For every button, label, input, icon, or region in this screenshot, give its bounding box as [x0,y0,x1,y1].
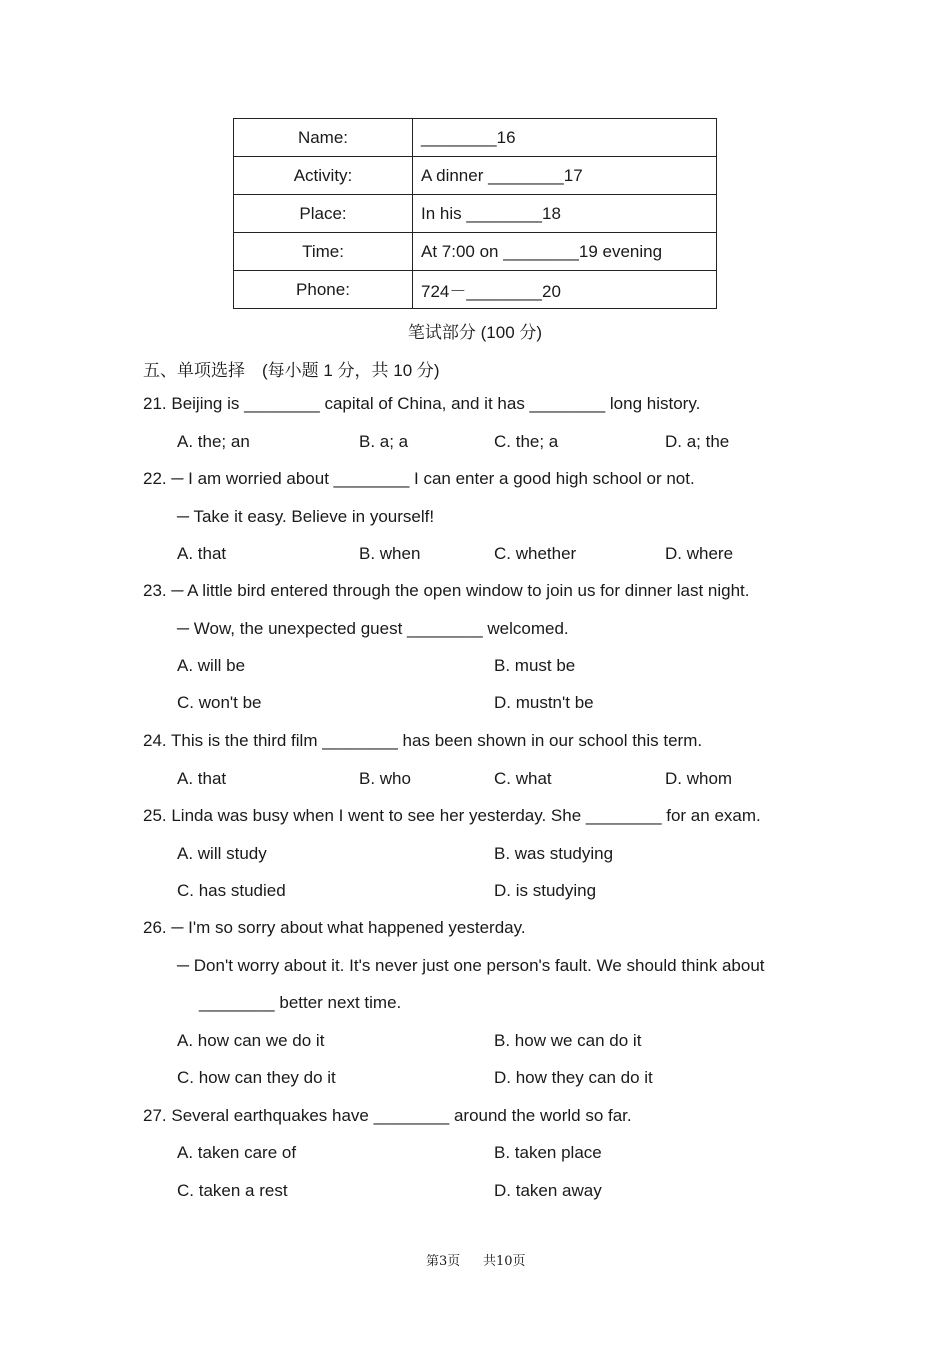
question-reply-continued: ________ better next time. [199,993,402,1012]
option-b: B. was studying [494,844,614,863]
option-c: C. taken a rest [177,1181,288,1200]
question-stem: 23. ─ A little bird entered through the open window to join us for dinner last night. [143,581,750,600]
option-c: C. has studied [177,881,286,900]
table-key: Activity: [234,157,413,195]
option-a: A. taken care of [177,1143,297,1162]
option-c: C. whether [494,544,577,563]
table-row [234,271,717,309]
option-b: B. taken place [494,1143,602,1162]
option-a: A. the; an [177,432,250,451]
option-b: B. when [359,544,421,563]
table-key: Time: [234,233,413,271]
table-key: Phone: [234,271,413,309]
page-total: 共10页 [483,1254,526,1269]
question-stem: 26. ─ I'm so sorry about what happened yesterday. [143,918,526,937]
table-row [234,119,717,157]
option-b: B. how we can do it [494,1031,642,1050]
page-number: 第3页 [426,1254,461,1269]
option-a: A. that [177,544,227,563]
table-value: 724－________20 [413,271,717,309]
table-key: Name: [234,119,413,157]
option-d: D. how they can do it [494,1068,653,1087]
table-value: In his ________18 [413,195,717,233]
option-a: A. how can we do it [177,1031,325,1050]
option-d: D. mustn't be [494,693,594,712]
question-stem: 22. ─ I am worried about ________ I can enter a good high school or not. [143,469,695,488]
question-reply: ─ Don't worry about it. It's never just one person's fault. We should think about [177,956,765,975]
info-table [233,118,717,309]
option-c: C. won't be [177,693,262,712]
table-row [234,195,717,233]
option-b: B. a; a [359,432,409,451]
section-heading: 五、单项选择 (每小题 1 分，共 10 分) [143,361,440,380]
table-value: A dinner ________17 [413,157,717,195]
option-a: A. that [177,769,227,788]
table-row [234,233,717,271]
option-d: D. whom [665,769,733,788]
option-c: C. the; a [494,432,559,451]
option-c: C. how can they do it [177,1068,336,1087]
question-stem: 27. Several earthquakes have ________ around the world so far. [143,1106,632,1125]
question-stem: 24. This is the third film ________ has been shown in our school this term. [143,731,703,750]
option-a: A. will be [177,656,246,675]
question-stem: 25. Linda was busy when I went to see her yesterday. She ________ for an exam. [143,806,761,825]
table-value: At 7:00 on ________19 evening [413,233,717,271]
question-reply: ─ Wow, the unexpected guest ________ welcomed. [177,619,569,638]
option-a: A. will study [177,844,267,863]
option-b: B. who [359,769,411,788]
written-part-title: 笔试部分 (100 分) [407,323,543,342]
option-c: C. what [494,769,552,788]
question-reply: ─ Take it easy. Believe in yourself! [177,507,435,526]
question-stem: 21. Beijing is ________ capital of China, and it has ________ long history. [143,394,701,413]
option-d: D. a; the [665,432,730,451]
option-d: D. is studying [494,881,597,900]
table-row [234,157,717,195]
option-d: D. where [665,544,734,563]
option-d: D. taken away [494,1181,602,1200]
option-b: B. must be [494,656,576,675]
table-value: ________16 [413,119,717,157]
table-key: Place: [234,195,413,233]
